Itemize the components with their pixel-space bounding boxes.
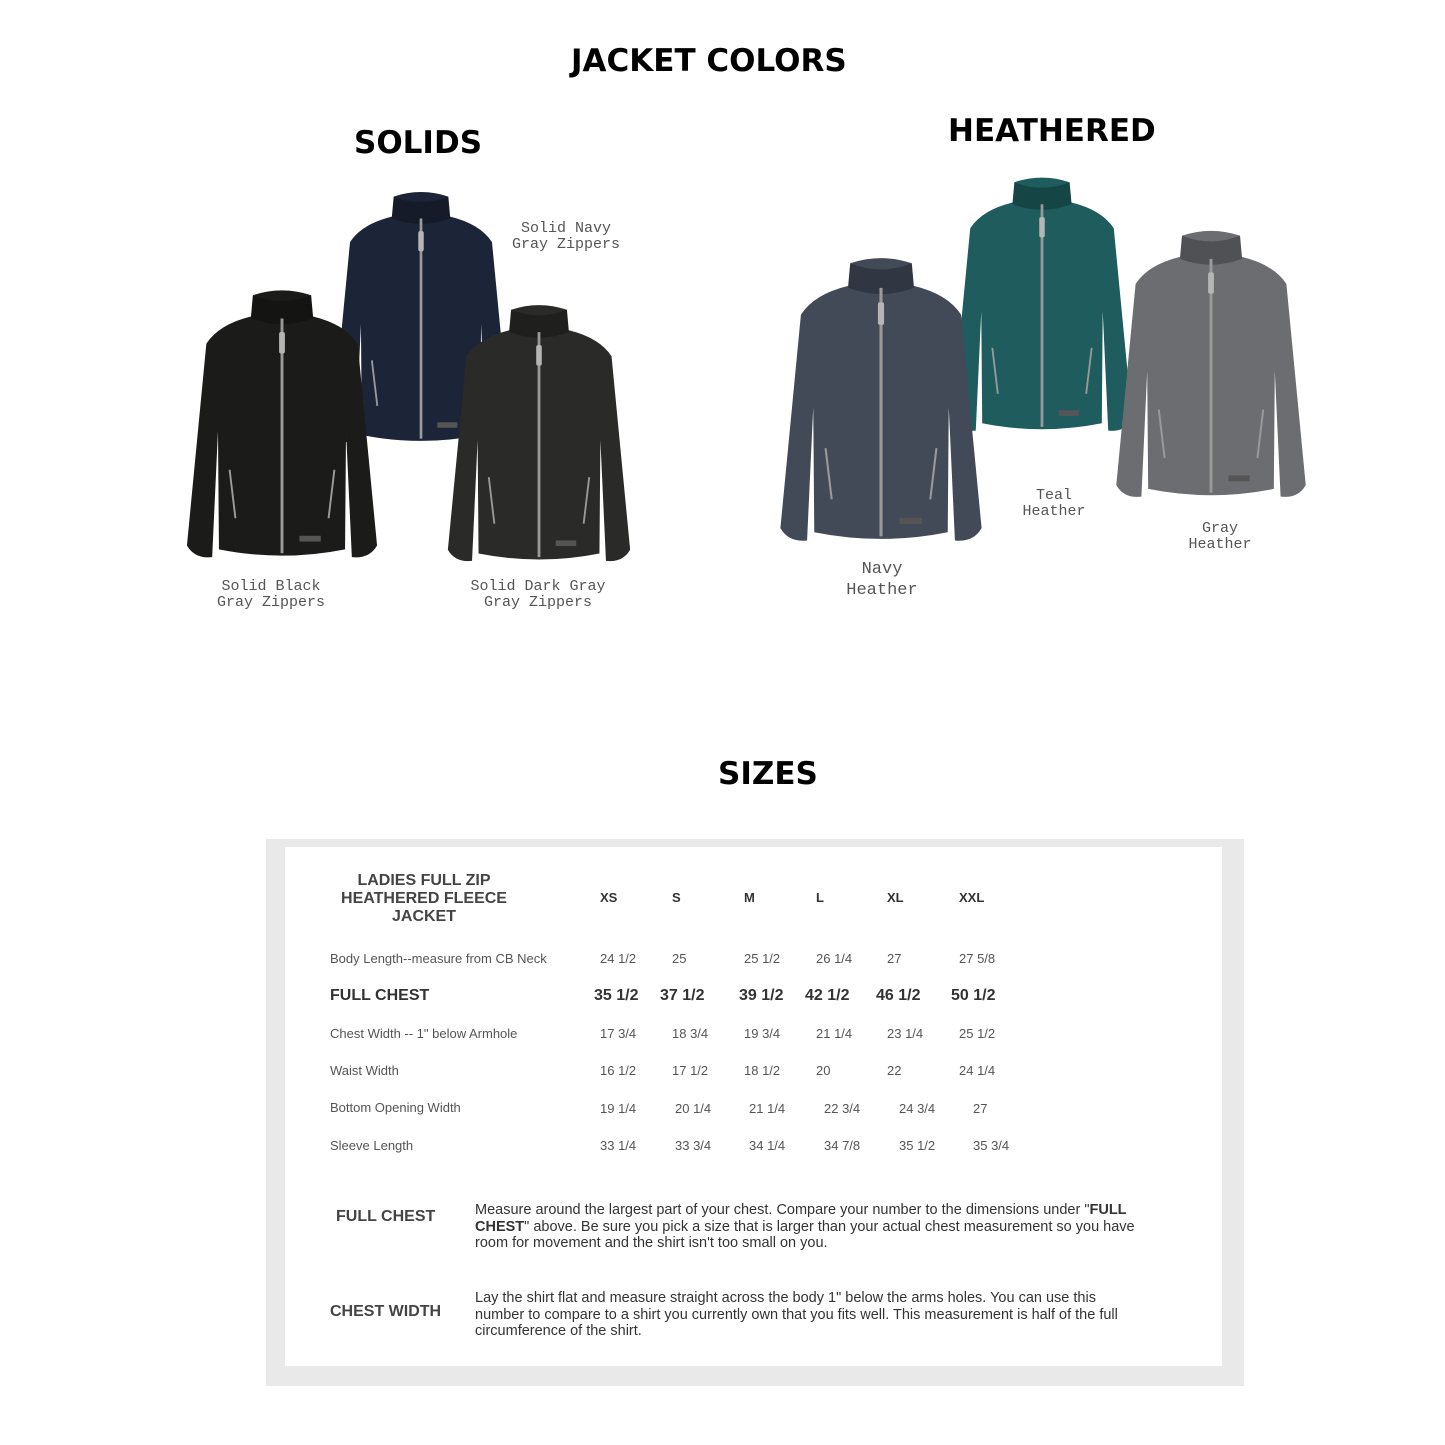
chest-width-definition: Lay the shirt flat and measure straight across the body 1" below the arms holes. You can use this number to compare to a shirt you currently own that you fits well. This measurement is half of the full circumference of the shirt.: [475, 1290, 1118, 1339]
heathered-heading: HEATHERED: [948, 113, 1156, 149]
table-cell: 34 7/8: [824, 1138, 861, 1153]
table-cell: 22 3/4: [824, 1101, 861, 1116]
table-cell: 27 5/8: [959, 951, 996, 966]
table-cell: 18 1/2: [744, 1063, 781, 1078]
table-cell: 35 3/4: [973, 1138, 1010, 1153]
navy-heather-caption: Navy Heather: [846, 560, 918, 600]
size-header-xs: XS: [600, 890, 618, 905]
row-label: Waist Width: [330, 1063, 399, 1078]
table-cell: 37 1/2: [660, 987, 705, 1004]
row-label: FULL CHEST: [330, 987, 430, 1004]
table-cell: 25 1/2: [744, 951, 781, 966]
row-label: Body Length--measure from CB Neck: [330, 951, 547, 966]
solid-black-caption: Solid Black Gray Zippers: [216, 578, 326, 611]
table-cell: 26 1/4: [816, 951, 853, 966]
gray-heather-caption: Gray Heather: [1188, 520, 1252, 553]
size-header-m: M: [744, 890, 755, 905]
table-cell: 34 1/4: [749, 1138, 786, 1153]
table-cell: 46 1/2: [876, 987, 921, 1004]
table-cell: 21 1/4: [749, 1101, 786, 1116]
row-label: Sleeve Length: [330, 1138, 414, 1153]
table-cell: 50 1/2: [951, 987, 996, 1004]
table-cell: 27: [973, 1101, 988, 1116]
solids-heading: SOLIDS: [354, 125, 483, 161]
jacket-colors-title: JACKET COLORS: [571, 43, 847, 79]
sizes-heading: SIZES: [718, 756, 818, 792]
table-cell: 16 1/2: [600, 1063, 637, 1078]
table-cell: 23 1/4: [887, 1026, 924, 1041]
table-cell: 20 1/4: [675, 1101, 712, 1116]
chest-width-term: CHEST WIDTH: [330, 1303, 442, 1320]
gray-heather-jacket-image: [1106, 226, 1316, 516]
table-cell: 25: [672, 951, 687, 966]
table-cell: 35 1/2: [594, 987, 639, 1004]
table-cell: 42 1/2: [805, 987, 850, 1004]
table-cell: 24 1/2: [600, 951, 637, 966]
table-cell: 19 3/4: [744, 1026, 781, 1041]
full-chest-definition: Measure around the largest part of your chest. Compare your number to the dimensions under "FULL CHEST" above. Be sure you pick a size that is larger than your actual chest measurement so you have room for movement and the shirt isn't too small on you.: [475, 1202, 1135, 1251]
table-cell: 33 3/4: [675, 1138, 712, 1153]
row-label: Chest Width -- 1" below Armhole: [330, 1026, 518, 1041]
solid-navy-caption: Solid Navy Gray Zippers: [511, 220, 621, 253]
jacket-shape: [780, 258, 981, 541]
table-cell: 35 1/2: [899, 1138, 936, 1153]
row-label: Bottom Opening Width: [330, 1100, 461, 1115]
table-cell: 21 1/4: [816, 1026, 853, 1041]
table-cell: 24 3/4: [899, 1101, 936, 1116]
table-cell: 27: [887, 951, 902, 966]
size-header-l: L: [816, 890, 824, 905]
teal-heather-caption: Teal Heather: [1022, 487, 1086, 520]
solid-dark-gray-jacket-image: [446, 298, 632, 582]
table-cell: 39 1/2: [739, 987, 784, 1004]
solid-black-jacket-image: [185, 282, 379, 580]
jacket-shape: [448, 305, 630, 561]
table-cell: 20: [816, 1063, 831, 1078]
table-cell: 25 1/2: [959, 1026, 996, 1041]
size-header-xl: XL: [887, 890, 904, 905]
table-cell: 17 1/2: [672, 1063, 709, 1078]
table-cell: 24 1/4: [959, 1063, 996, 1078]
size-chart-title: LADIES FULL ZIP HEATHERED FLEECE JACKET: [341, 872, 507, 925]
jacket-shape: [1116, 231, 1305, 497]
size-header-s: S: [672, 890, 681, 905]
size-header-xxl: XXL: [959, 890, 985, 905]
table-cell: 22: [887, 1063, 902, 1078]
navy-heather-jacket-image: [777, 253, 985, 561]
full-chest-term: FULL CHEST: [336, 1208, 436, 1225]
table-cell: 19 1/4: [600, 1101, 637, 1116]
table-cell: 17 3/4: [600, 1026, 637, 1041]
table-cell: 18 3/4: [672, 1026, 709, 1041]
table-cell: 33 1/4: [600, 1138, 637, 1153]
solid-dark-gray-caption: Solid Dark Gray Gray Zippers: [470, 578, 606, 611]
jacket-shape: [187, 290, 377, 557]
